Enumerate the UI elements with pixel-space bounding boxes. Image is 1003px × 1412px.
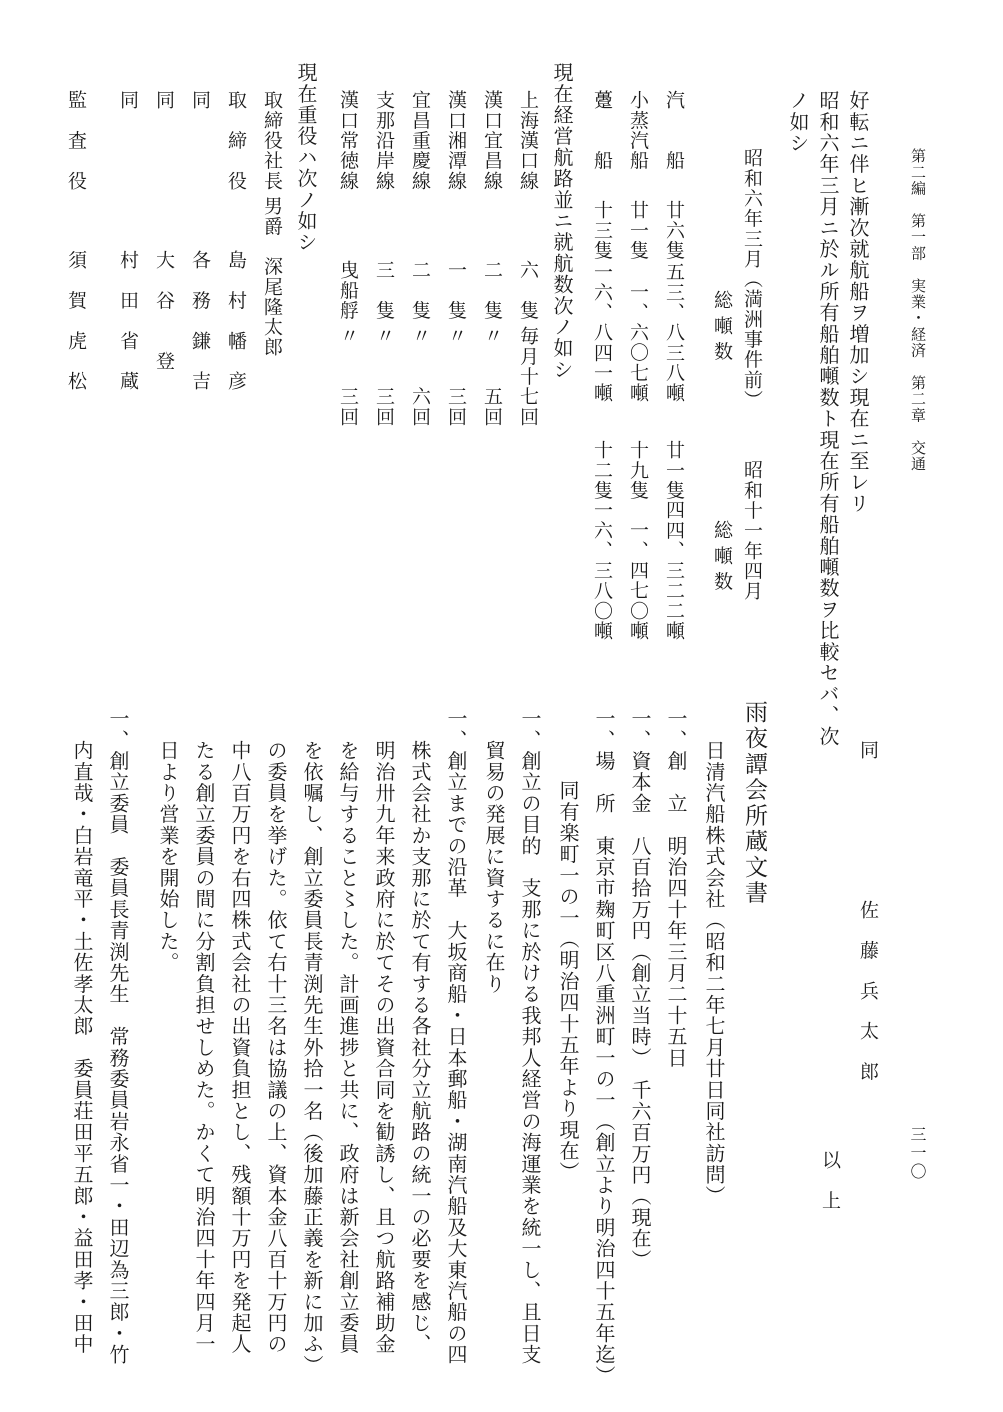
body-line: 一、創 立 明治四十年三月二十五日 [664, 708, 688, 1069]
total-tonnage-heading-1931: 総噸数 [711, 290, 733, 367]
body-line: 内直哉・白岩竜平・土佐孝太郎 委員荘田平五郎・益田孝・田中 [70, 740, 94, 1355]
officer-name: 男爵 深尾隆太郎 [261, 196, 283, 358]
route-name: 宜昌重慶線 [409, 90, 431, 191]
fleet-tons-1936: 一、四七〇噸 [627, 520, 649, 641]
route-ships: 六 隻 [517, 260, 539, 321]
document-title: 雨夜譚会所蔵文書 [741, 700, 767, 907]
body-line: 貿易の発展に資するに在り [482, 740, 506, 995]
fleet-row [592, 90, 611, 171]
route-frequency: 毎月十七回 [517, 326, 539, 427]
officer-role: 同 [857, 740, 879, 761]
route-ships: 一 隻 [445, 260, 467, 321]
routes-intro: 現在経営航路並ニ就航数次ノ如シ [550, 62, 574, 380]
body-line: 同有楽町一の一（明治四十五年より現在） [556, 780, 580, 1183]
body-line: 中八百万円を右四株式会社の出資負担とし、残額十万円を発起人 [228, 740, 252, 1355]
body-line: を給与すること〻した。計画進捗と共に、政府は新会社創立委員 [336, 740, 360, 1355]
fleet-row [664, 90, 683, 171]
officer-role: 同 [153, 90, 175, 111]
vessel-type: 小蒸汽船 [627, 90, 649, 171]
officer-role: 同 [117, 90, 139, 111]
route-frequency: 〃 五回 [481, 326, 503, 427]
period-1931-heading: 昭和六年三月（満洲事件前） [741, 148, 763, 410]
fleet-ships-1931: 廿六隻 [663, 200, 685, 261]
body-line: 日より営業を開始した。 [156, 740, 180, 974]
officer-name: 須 賀 虎 松 [65, 250, 87, 391]
officer-role: 取締役社長 [261, 90, 283, 191]
route-name: 支那沿岸線 [373, 90, 395, 191]
fleet-ships-1936: 十二隻 [591, 440, 613, 501]
page-number: 三一〇 [908, 1126, 927, 1182]
document-subtitle: 日清汽船株式会社（昭和二年七月廿日同社訪問） [702, 740, 726, 1207]
body-line: 株式会社か支那に於て有する各社分立航路の統一の必要を感じ、 [408, 740, 432, 1355]
route-name: 上海漢口線 [517, 90, 539, 191]
fleet-ships-1931: 十三隻 [591, 200, 613, 261]
fleet-tons-1931: 一六、八四一噸 [591, 262, 613, 403]
route-frequency: 〃 三回 [373, 326, 395, 427]
closing-mark: 以 上 [819, 1150, 841, 1211]
route-ships: 二 隻 [481, 260, 503, 321]
vessel-type: 躉 船 [591, 90, 613, 171]
officer-role: 同 [189, 90, 211, 111]
route-frequency: 〃 三回 [445, 326, 467, 427]
fleet-tons-1936: 四四、三二二噸 [663, 500, 685, 641]
fleet-tons-1936: 一六、三八〇噸 [591, 500, 613, 641]
route-ships: 曳船艀 [337, 260, 359, 321]
running-head: 第二編 第一部 実業・経済 第二章 交通 [909, 148, 927, 472]
route-name: 漢口湘潭線 [445, 90, 467, 191]
officer-role: 取 締 役 [225, 90, 247, 191]
officer-name: 大 谷 登 [153, 250, 175, 371]
body-line: 一、場 所 東京市麹町区八重洲町一の一（創立より明治四十五年迄） [592, 708, 616, 1387]
route-frequency: 〃 六回 [409, 326, 431, 427]
route-frequency: 〃 三回 [337, 326, 359, 427]
fleet-ships-1936: 十九隻 [627, 440, 649, 501]
route-name: 漢口常徳線 [337, 90, 359, 191]
fleet-ships-1936: 廿一隻 [663, 440, 685, 501]
fleet-tons-1931: 一、六〇七噸 [627, 282, 649, 403]
intro-line-1: 好転ニ伴ヒ漸次就航船ヲ増加シ現在ニ至レリ [846, 90, 870, 514]
intro-line-3: ノ如シ [786, 90, 810, 154]
officer-role: 監 査 役 [65, 90, 87, 191]
body-line: 一、創立委員 委員長青渕先生 常務委員岩永省一・田辺為三郎・竹 [106, 708, 130, 1366]
vessel-type: 汽 船 [663, 90, 685, 171]
fleet-row [628, 90, 647, 171]
fleet-tons-1931: 五三、八三八噸 [663, 262, 685, 403]
total-tonnage-heading-1936: 総噸数 [711, 520, 733, 597]
officer-name: 各 務 鎌 吉 [189, 250, 211, 391]
officers-intro: 現在重役ハ次ノ如シ [294, 62, 318, 253]
body-line: 一、創立までの沿革 大坂商船・日本郵船・湖南汽船及大東汽船の四 [444, 708, 468, 1366]
fleet-ships-1931: 廿一隻 [627, 200, 649, 261]
intro-line-2: 昭和六年三月ニ於ル所有船舶噸数ト現在所有船舶噸数ヲ比較セバ、次 [816, 90, 840, 748]
body-line: 明治卅九年来政府に於てその出資合同を勧誘し、且つ航路補助金 [372, 740, 396, 1355]
period-1936-heading: 昭和十一年四月 [741, 460, 763, 601]
body-line: の委員を挙げた。依て右十三名は協議の上、資本金八百十万円の [264, 740, 288, 1355]
route-ships: 三 隻 [373, 260, 395, 321]
officer-name: 村 田 省 蔵 [117, 250, 139, 391]
officer-name: 島 村 幡 彦 [225, 250, 247, 391]
body-line: を依嘱し、創立委員長青渕先生外拾一名（後加藤正義を新に加ふ） [300, 740, 324, 1376]
body-line: たる創立委員の間に分割負担せしめた。かくて明治四十年四月一 [192, 740, 216, 1355]
body-line: 一、資本金 八百拾万円（創立当時） 千六百万円（現在） [628, 708, 652, 1271]
route-name: 漢口宜昌線 [481, 90, 503, 191]
body-line: 一、創立の目的 支那に於ける我邦人経営の海運業を統一し、且日支 [518, 708, 542, 1366]
officer-name: 佐 藤 兵 太 郎 [857, 900, 879, 1082]
route-ships: 二 隻 [409, 260, 431, 321]
